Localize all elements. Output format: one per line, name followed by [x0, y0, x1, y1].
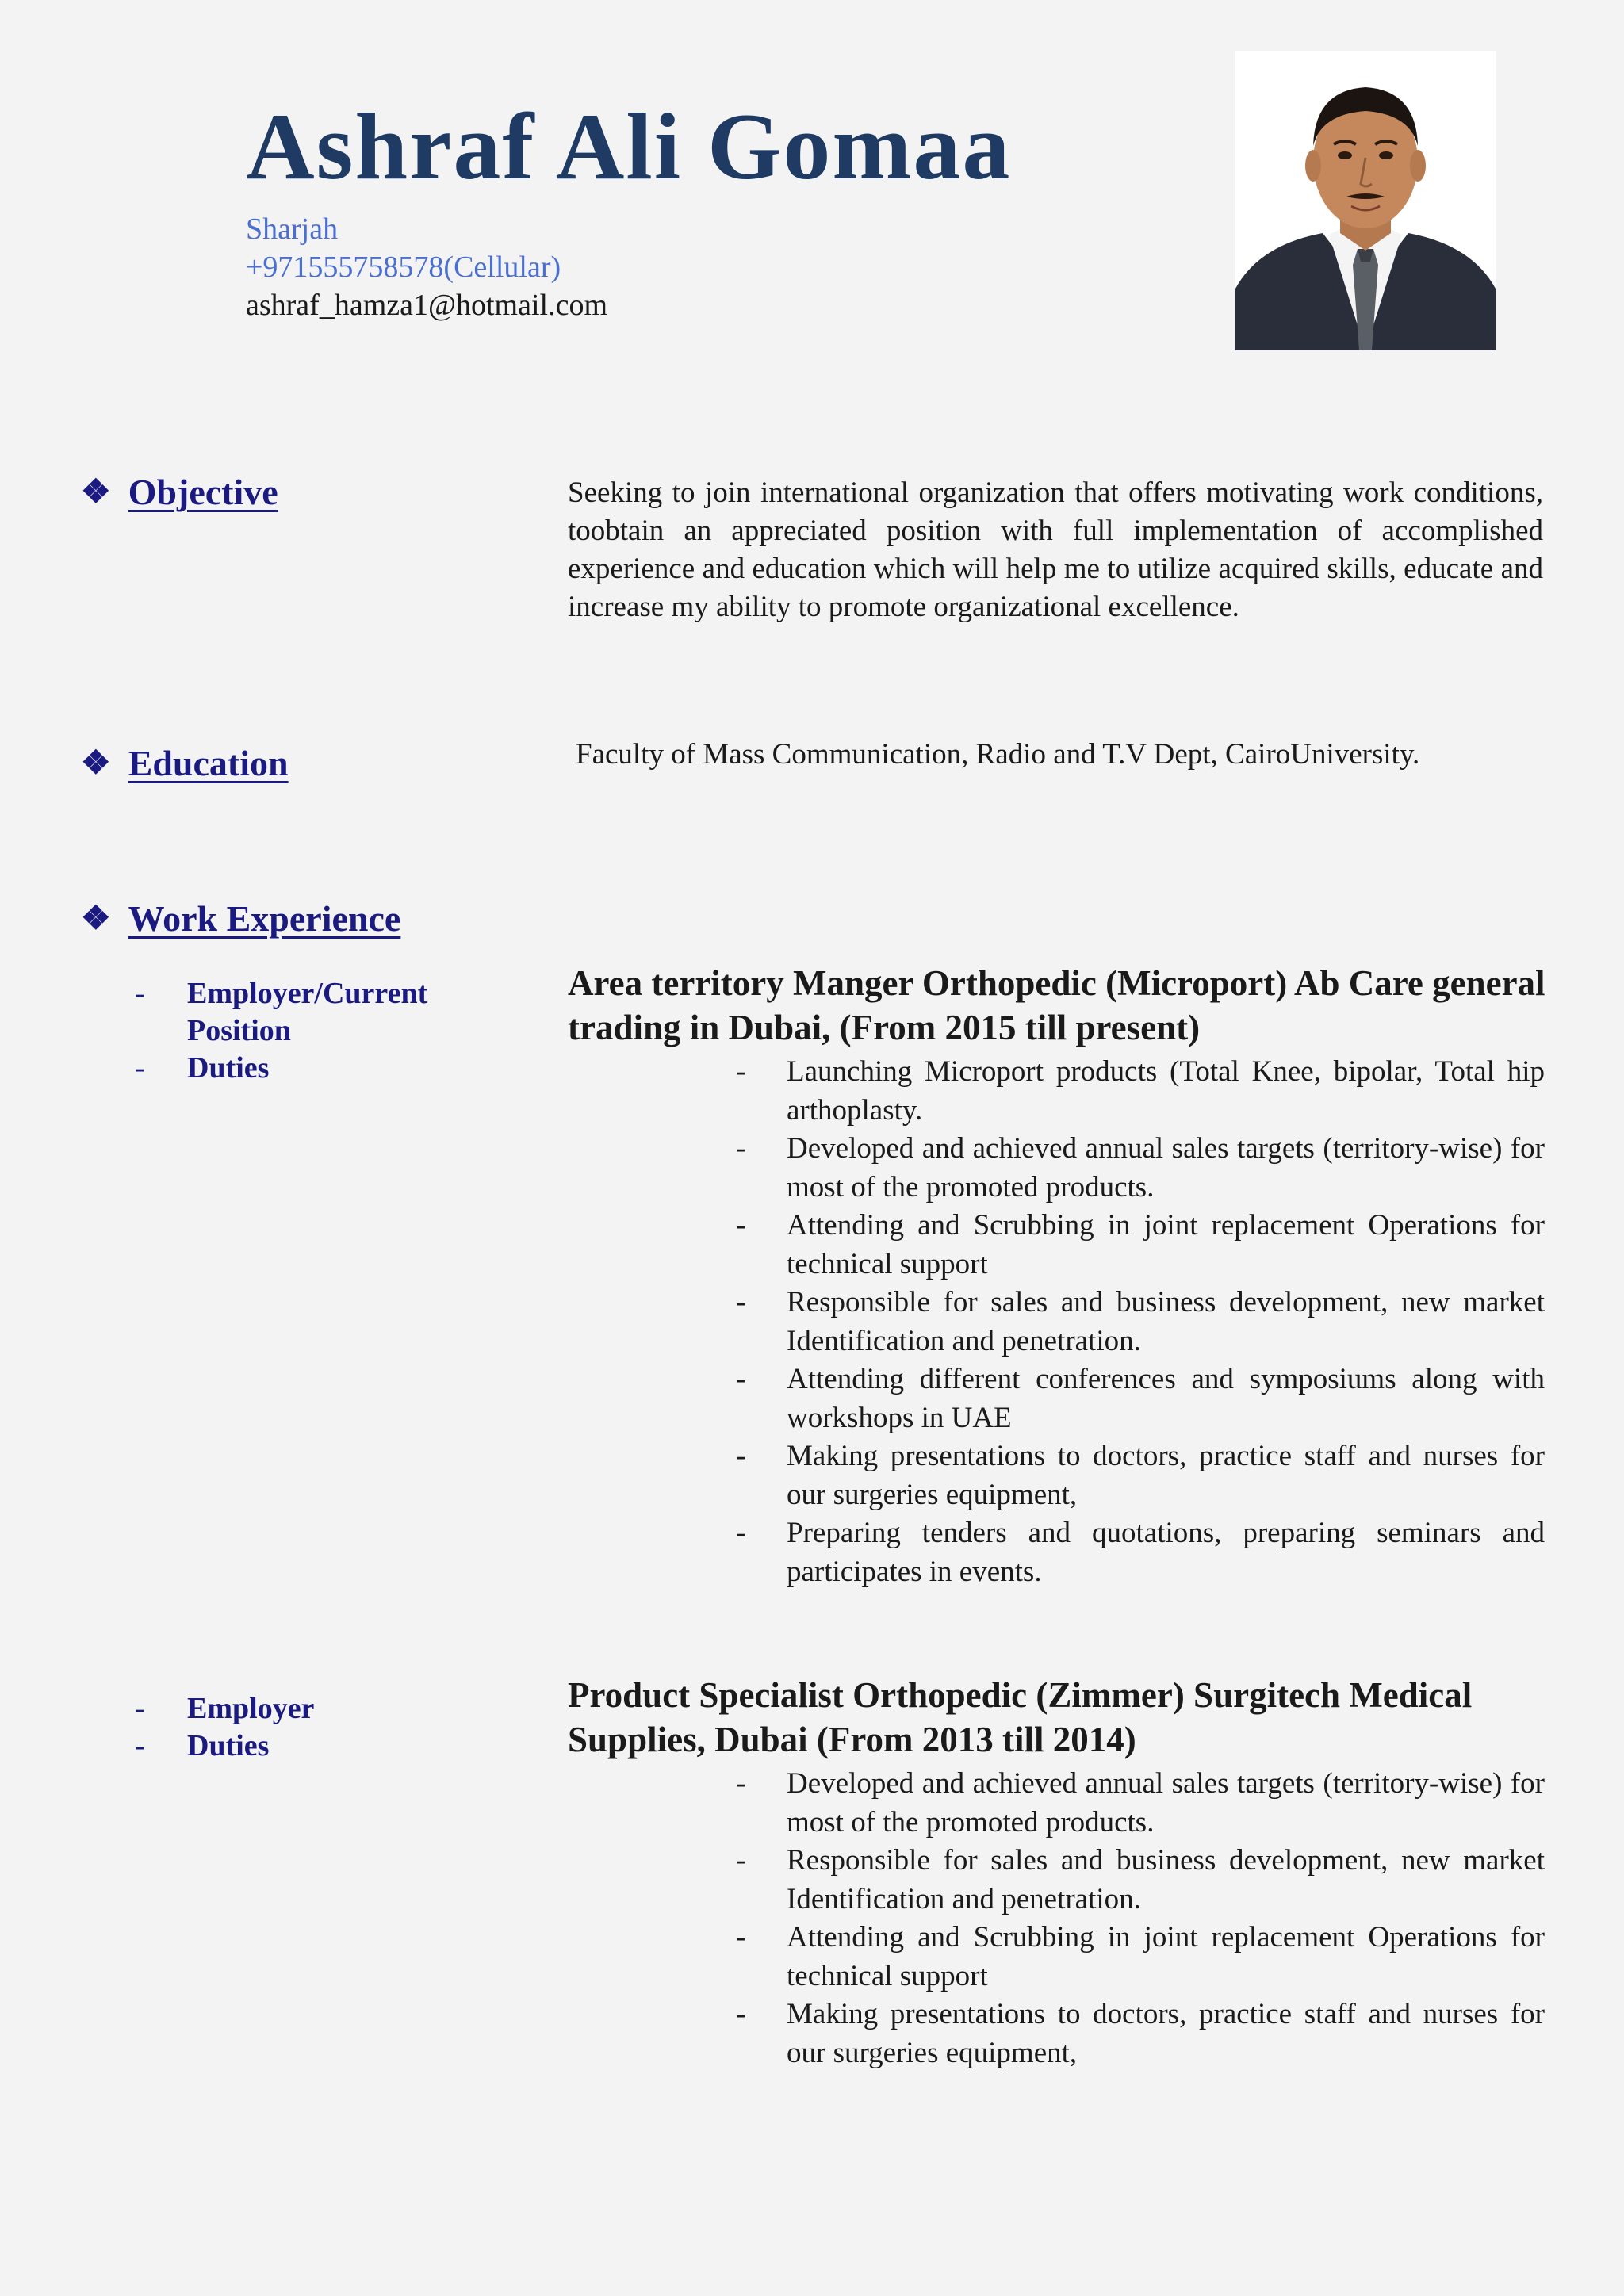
phone-number: +971555758578(Cellular)	[246, 251, 561, 284]
duty-text: Launching Microport products (Total Knee, bipolar, Total hip arthoplasty.	[787, 1055, 1545, 1127]
job-2-title: Product Specialist Orthopedic (Zimmer) Surgitech Medical Supplies, Dubai (From 2013 till 2014)	[568, 1675, 1473, 1759]
duty-text: Preparing tenders and quotations, preparing seminars and participates in events.	[787, 1517, 1545, 1588]
dash-icon: -	[135, 977, 145, 1010]
duty-item	[736, 1053, 1545, 1130]
education-text: Faculty of Mass Communication, Radio and T.V Dept, CairoUniversity.	[576, 738, 1420, 771]
job-label-row	[135, 1690, 314, 1728]
dash-icon: -	[736, 1286, 746, 1318]
diamond-bullet-icon: ❖	[81, 745, 111, 782]
work-experience-heading	[81, 898, 401, 939]
dash-icon: -	[736, 1363, 746, 1395]
education-title: Education	[128, 743, 289, 783]
job-2-duties	[736, 1765, 1545, 2072]
duty-text: Attending and Scrubbing in joint replacement Operations for technical support	[787, 1209, 1545, 1280]
dash-icon: -	[736, 1517, 746, 1549]
job-label-row	[135, 1050, 473, 1087]
duty-text: Responsible for sales and business development, new market Identification and penetration.	[787, 1286, 1545, 1357]
job-2-labels	[135, 1690, 314, 1765]
dash-icon: -	[736, 1440, 746, 1472]
objective-title: Objective	[128, 472, 278, 512]
duty-text: Making presentations to doctors, practice staff and nurses for our surgeries equipment,	[787, 1440, 1545, 1511]
dash-icon: -	[736, 1921, 746, 1954]
employer-position-label: Employer/Current Position	[187, 977, 428, 1047]
dash-icon: -	[736, 1998, 746, 2030]
dash-icon: -	[736, 1055, 746, 1088]
duty-text: Attending different conferences and symposiums along with workshops in UAE	[787, 1363, 1545, 1434]
job-label-row	[135, 1728, 314, 1765]
duty-item	[736, 1130, 1545, 1207]
city: Sharjah	[246, 212, 339, 246]
duty-text: Developed and achieved annual sales targets (territory-wise) for most of the promoted products.	[787, 1767, 1545, 1839]
duty-item	[736, 1842, 1545, 1919]
dash-icon: -	[736, 1209, 746, 1242]
duty-item	[736, 1284, 1545, 1360]
duty-item	[736, 1437, 1545, 1514]
job-1-labels	[135, 975, 473, 1087]
work-experience-title: Work Experience	[128, 898, 401, 939]
diamond-bullet-icon: ❖	[81, 474, 111, 511]
duty-item	[736, 1207, 1545, 1284]
duty-item	[736, 1996, 1545, 2072]
duty-text: Responsible for sales and business development, new market Identification and penetration.	[787, 1844, 1545, 1915]
dash-icon: -	[135, 1051, 145, 1085]
dash-icon: -	[135, 1692, 145, 1725]
duty-text: Developed and achieved annual sales targets (territory-wise) for most of the promoted products.	[787, 1132, 1545, 1203]
profile-photo	[1235, 51, 1496, 350]
duty-text: Making presentations to doctors, practice staff and nurses for our surgeries equipment,	[787, 1998, 1545, 2069]
duty-item	[736, 1919, 1545, 1996]
dash-icon: -	[736, 1844, 746, 1877]
job-1-title: Area territory Manger Orthopedic (Microport) Ab Care general trading in Dubai, (From 2015 till present)	[568, 963, 1545, 1047]
education-heading	[81, 745, 289, 782]
duties-label: Duties	[187, 1729, 270, 1762]
duty-text: Attending and Scrubbing in joint replacement Operations for technical support	[787, 1921, 1545, 1992]
employer-label: Employer	[187, 1692, 315, 1725]
duties-label: Duties	[187, 1051, 270, 1085]
duty-item	[736, 1360, 1545, 1437]
candidate-name: Ashraf Ali Gomaa	[246, 94, 1012, 199]
dash-icon: -	[736, 1767, 746, 1800]
duty-item	[736, 1765, 1545, 1842]
objective-heading	[81, 474, 278, 511]
diamond-bullet-icon: ❖	[81, 901, 111, 937]
email-address: ashraf_hamza1@hotmail.com	[246, 289, 607, 322]
job-1-duties	[736, 1053, 1545, 1591]
dash-icon: -	[736, 1132, 746, 1165]
objective-text: Seeking to join international organization that offers motivating work conditions, toobtain an appreciated position with full implementation of accomplished experience and education which will help me to utilize acquired skills, educate and increase my ability to promote organizational excellence.	[568, 476, 1543, 623]
duty-item	[736, 1514, 1545, 1591]
dash-icon: -	[135, 1729, 145, 1762]
job-label-row	[135, 975, 473, 1050]
